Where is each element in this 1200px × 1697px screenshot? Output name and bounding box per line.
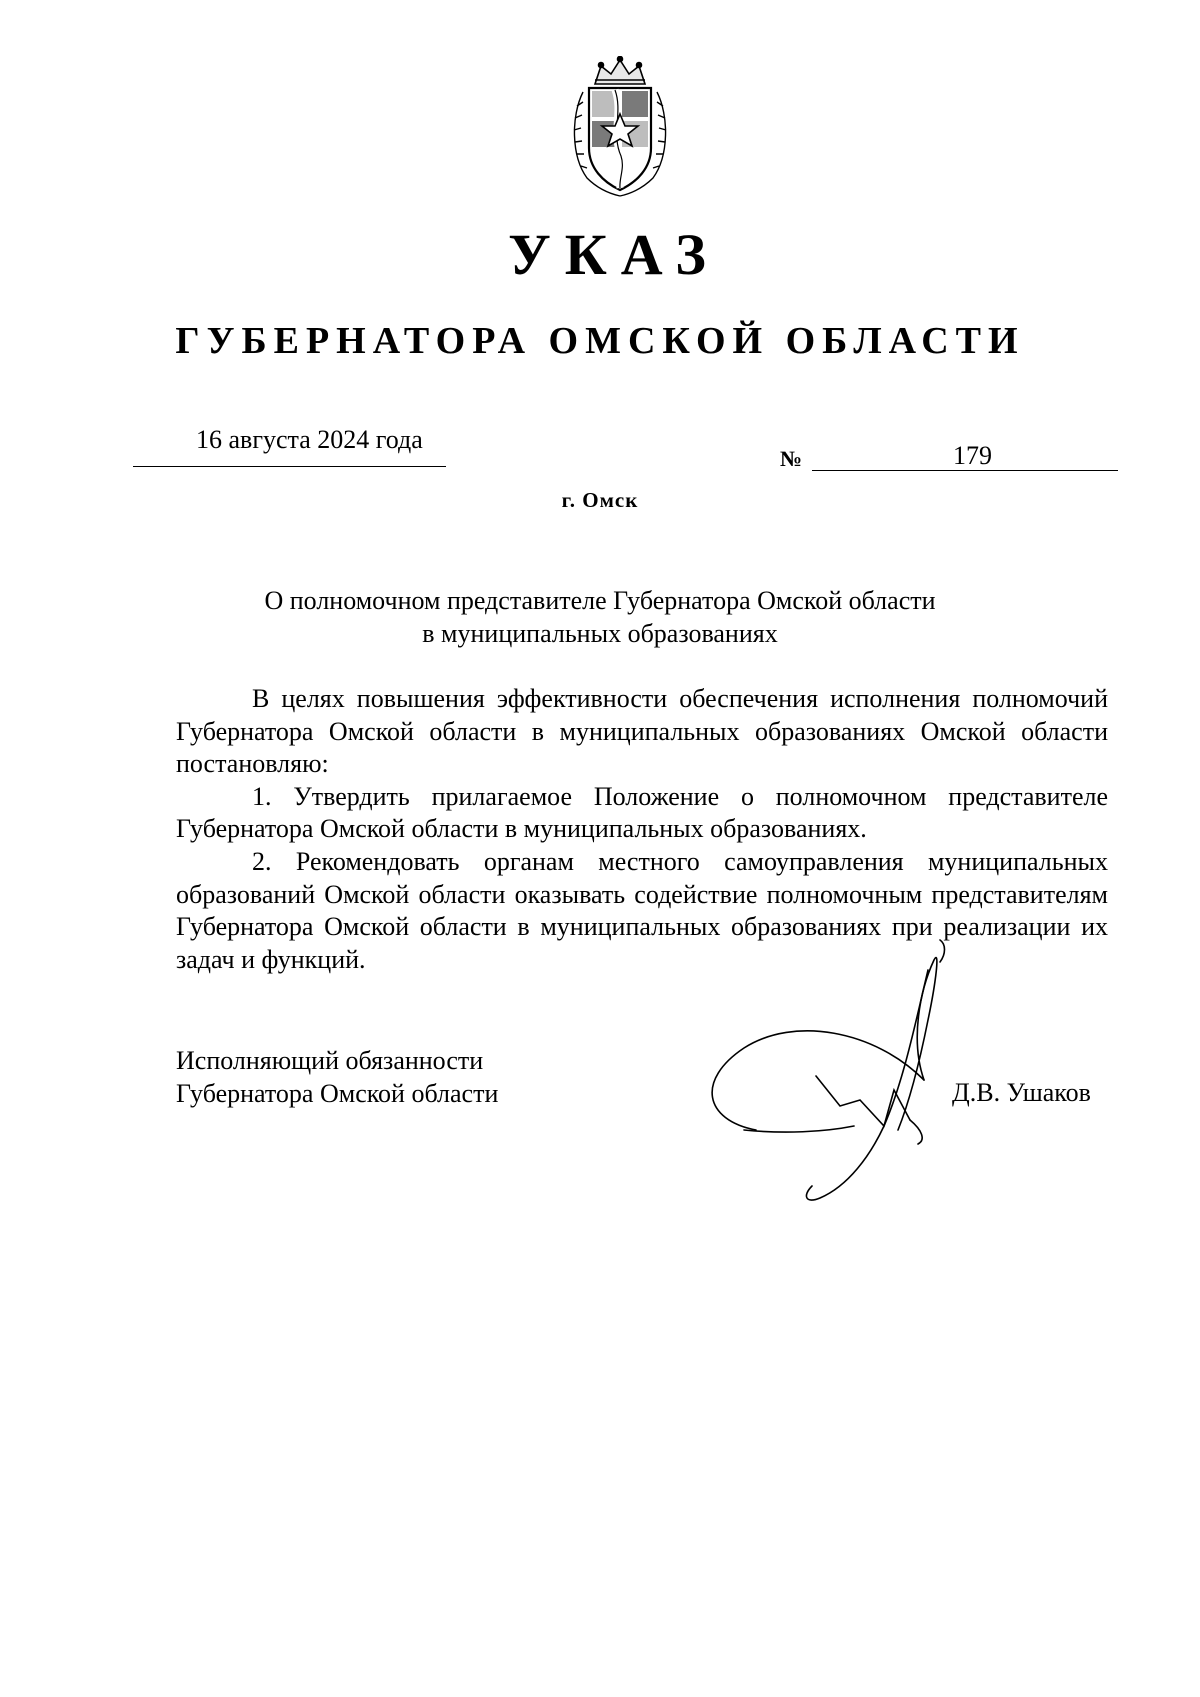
signatory-name: Д.В. Ушаков xyxy=(952,1078,1091,1107)
signatory-position-line-1: Исполняющий обязанности xyxy=(176,1046,484,1075)
handwritten-signature xyxy=(684,930,1004,1210)
number-label: № xyxy=(780,446,803,471)
signatory-position xyxy=(176,1044,498,1110)
signatory-position-line-2: Губернатора Омской области xyxy=(176,1079,499,1108)
item-2-paragraph: 2. Рекомендовать органам местного самоуправления муниципальных образований Омской области оказывать содействие полномочным представителям Губернатора Омской области в муниципальных образованиях при реализации их задач и функций. xyxy=(176,846,1108,974)
preamble-paragraph: В целях повышения эффективности обеспечения исполнения полномочий Губернатора Омской области в муниципальных образованиях Омской области постановляю: xyxy=(176,684,1108,779)
subject-line-1: О полномочном представителе Губернатора Омской области xyxy=(264,586,936,615)
decree-date: 16 августа 2024 года xyxy=(196,425,423,454)
subject-line-2: в муниципальных образованиях xyxy=(422,619,778,648)
document-type-title: УКАЗ xyxy=(508,222,720,287)
issuer-title: ГУБЕРНАТОРА ОМСКОЙ ОБЛАСТИ xyxy=(175,320,1025,362)
omsk-coat-of-arms-icon xyxy=(565,56,675,198)
decree-subject xyxy=(0,584,1200,650)
decree-number: 179 xyxy=(953,441,992,470)
city-label: г. Омск xyxy=(561,488,639,512)
item-1-paragraph: 1. Утвердить прилагаемое Положение о полномочном представителе Губернатора Омской области в муниципальных образованиях. xyxy=(176,781,1108,844)
number-field xyxy=(812,441,1118,471)
date-field xyxy=(133,424,446,467)
